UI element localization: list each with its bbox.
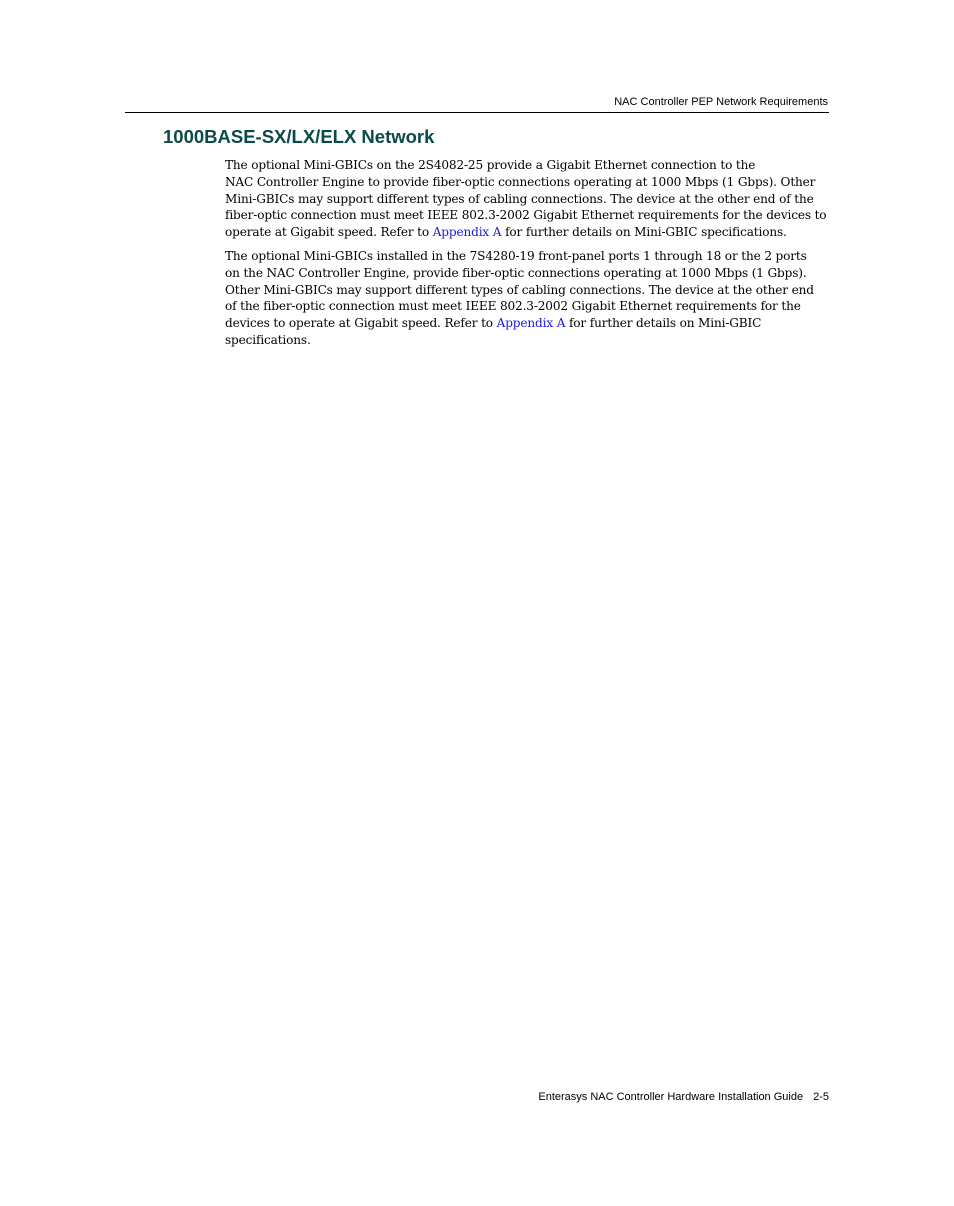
section-heading: 1000BASE-SX/LX/ELX Network	[163, 126, 435, 147]
text-fragment: devices to operate at Gigabit speed. Refer to	[225, 316, 497, 331]
paragraph-2-line: specifications.	[225, 332, 311, 347]
body-text	[225, 157, 829, 356]
paragraph-1	[225, 157, 829, 241]
text-fragment: operate at Gigabit speed. Refer to	[225, 225, 433, 240]
paragraph-2-line: of the fiber-optic connection must meet IEEE 802.3-2002 Gigabit Ethernet requirements for the	[225, 299, 801, 314]
appendix-a-link[interactable]: Appendix A	[496, 316, 566, 331]
header-rule	[125, 112, 829, 113]
paragraph-2-line	[225, 315, 829, 332]
paragraph-1-line	[225, 224, 829, 241]
paragraph-2-line: Other Mini-GBICs may support different types of cabling connections. The device at the other end	[225, 282, 814, 297]
text-fragment: for further details on Mini-GBIC specifications.	[501, 225, 787, 240]
paragraph-2	[225, 248, 829, 349]
page-number: 2-5	[813, 1091, 829, 1103]
text-fragment: for further details on Mini-GBIC	[565, 316, 762, 331]
paragraph-1-line: NAC Controller Engine to provide fiber-optic connections operating at 1000 Mbps (1 Gbps). Other	[225, 174, 816, 189]
paragraph-2-line: The optional Mini-GBICs installed in the 7S4280-19 front-panel ports 1 through 18 or the 2 ports	[225, 248, 807, 263]
paragraph-1-line: The optional Mini-GBICs on the 2S4082-25 provide a Gigabit Ethernet connection to the	[225, 158, 756, 172]
appendix-a-link[interactable]: Appendix A	[432, 225, 502, 240]
guide-title: Enterasys NAC Controller Hardware Installation Guide	[538, 1091, 804, 1103]
paragraph-1-line: fiber-optic connection must meet IEEE 802.3-2002 Gigabit Ethernet requirements for the devices to	[225, 208, 827, 223]
running-footer	[125, 1091, 829, 1103]
paragraph-2-line: on the NAC Controller Engine, provide fiber-optic connections operating at 1000 Mbps (1 Gbps).	[225, 265, 807, 280]
paragraph-1-line: Mini-GBICs may support different types of cabling connections. The device at the other end of the	[225, 191, 814, 206]
running-header: NAC Controller PEP Network Requirements	[614, 96, 828, 108]
